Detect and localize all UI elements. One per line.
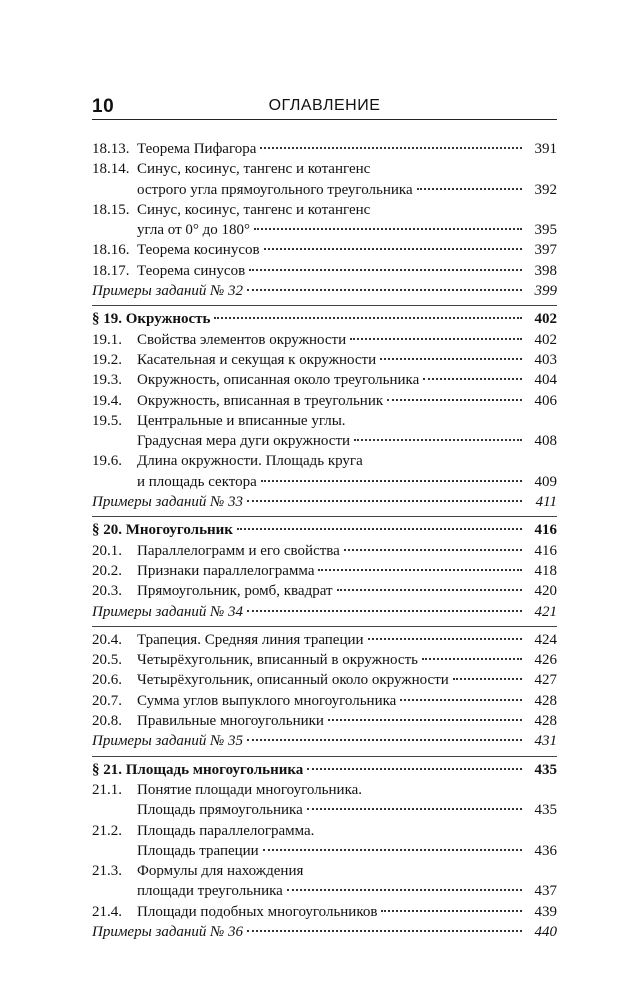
running-title: ОГЛАВЛЕНИЕ [268,97,381,114]
toc-entry-title: Касательная и секущая к окружности [137,351,377,368]
toc-entry[interactable] [92,780,557,821]
toc-entry-title: Сумма углов выпуклого многоугольника [137,692,397,709]
toc-page-number: 420 [534,583,557,600]
toc-section [92,136,557,306]
toc-entry-title: Трапеция. Средняя линия трапеции [137,631,364,648]
toc-page-number: 437 [534,883,557,900]
dot-leader [328,719,522,721]
toc-entry[interactable] [92,821,557,862]
toc-entry-title: Примеры заданий № 33 [92,494,243,511]
toc-entry-title: Окружность, описанная около треугольника [137,372,420,389]
dot-leader [247,610,522,612]
dot-leader [247,289,522,291]
toc-entry-number: 19.2. [92,351,122,368]
toc-entry-title: Примеры заданий № 36 [92,923,243,940]
dot-leader [307,768,522,770]
toc-page-number: 406 [534,392,557,409]
dot-leader [381,910,522,912]
toc-page-number: 408 [534,433,557,450]
toc-page-number: 398 [534,262,557,279]
toc-entry-number: 21.3. [92,863,122,880]
toc-examples-entry[interactable] [92,922,557,942]
toc-entry[interactable] [92,350,557,370]
toc-examples-entry[interactable] [92,731,557,751]
toc-entry-title: Площади подобных многоугольников [137,903,378,920]
toc-page-number: 391 [534,141,557,157]
toc-entry-number: 18.17. [92,262,130,279]
toc-entry-number: 18.16. [92,242,130,259]
toc-entry[interactable] [92,670,557,690]
toc-entry-title: угла от 0° до 180° [137,222,251,239]
dot-leader [237,528,522,530]
toc-section [92,627,557,757]
dot-leader [260,147,522,149]
dot-leader [287,889,522,891]
toc-entry-title: § 20. Многоугольник [92,522,233,539]
toc-entry[interactable] [92,581,557,601]
toc-entry[interactable] [92,391,557,411]
dot-leader [344,549,522,551]
dot-leader [387,399,522,401]
toc-entry-number: 20.2. [92,562,122,579]
toc-entry-number: 18.15. [92,201,130,218]
toc-entry-title: Свойства элементов окружности [137,331,347,348]
toc-entry[interactable] [92,861,557,902]
toc-entry-title: Понятие площади многоугольника. [137,781,363,798]
toc-entry-number: 21.1. [92,781,122,798]
toc-entry-title: Теорема синусов [137,262,246,279]
dot-leader [247,500,522,502]
toc-chapter-heading[interactable] [92,309,557,329]
toc-page-number: 428 [534,692,557,709]
toc-entry[interactable] [92,411,557,452]
toc-entry-title: Синус, косинус, тангенс и котангенс [137,161,371,178]
toc-entry-number: 19.4. [92,392,122,409]
toc-section [92,517,557,626]
dot-leader [354,439,522,441]
dot-leader [318,569,522,571]
toc-section [92,306,557,517]
toc-page-number: 416 [534,522,557,539]
dot-leader [263,849,522,851]
toc-entry[interactable] [92,159,557,200]
toc-page-number: 427 [534,672,557,689]
toc-entry-title: Площадь параллелограмма. [137,822,315,839]
page-header [92,95,557,120]
toc-entry[interactable] [92,240,557,260]
dot-leader [368,638,522,640]
toc-entry[interactable] [92,541,557,561]
toc-entry-title: Синус, косинус, тангенс и котангенс [137,201,371,218]
toc-page-number: 399 [534,283,557,300]
toc-entry-title: Окружность, вписанная в треугольник [137,392,384,409]
toc-page-number: 428 [534,713,557,730]
toc-page-number: 404 [534,372,557,389]
toc-entry[interactable] [92,200,557,241]
toc-entry-title: Примеры заданий № 35 [92,733,243,750]
toc-entry-title: Площадь прямоугольника [137,802,303,819]
toc-entry-number: 20.8. [92,713,122,730]
toc-examples-entry[interactable] [92,281,557,301]
table-of-contents [92,136,557,946]
toc-entry-title: Длина окружности. Площадь круга [137,453,363,470]
toc-entry-title: Четырёхугольник, вписанный в окружность [137,652,418,669]
toc-page-number: 435 [534,802,557,819]
toc-entry[interactable] [92,630,557,650]
toc-entry-number: 20.4. [92,631,122,648]
toc-entry-number: 20.7. [92,692,122,709]
dot-leader [247,930,522,932]
toc-page-number: 409 [534,473,557,490]
toc-chapter-heading[interactable] [92,760,557,780]
toc-examples-entry[interactable] [92,602,557,622]
toc-entry-title: Площадь трапеции [137,842,259,859]
toc-page-number: 440 [534,923,557,940]
toc-entry-title: § 21. Площадь многоугольника [92,761,304,778]
dot-leader [453,678,522,680]
toc-entry[interactable] [92,139,557,159]
dot-leader [423,378,522,380]
toc-entry[interactable] [92,902,557,922]
toc-entry[interactable] [92,330,557,350]
toc-entry-title: острого угла прямоугольного треугольника [137,181,413,198]
toc-entry-number: 18.13. [92,141,130,157]
toc-entry-title: и площадь сектора [137,473,257,490]
toc-entry[interactable] [92,711,557,731]
toc-entry-number: 21.4. [92,903,122,920]
toc-page-number: 403 [534,351,557,368]
toc-entry-title: Четырёхугольник, описанный около окружности [137,672,449,689]
toc-chapter-heading[interactable] [92,520,557,540]
toc-page-number: 418 [534,562,557,579]
toc-entry[interactable] [92,691,557,711]
dot-leader [380,358,522,360]
toc-entry-number: 20.1. [92,542,122,559]
dot-leader [247,739,522,741]
toc-entry-number: 19.3. [92,372,122,389]
toc-entry-number: 18.14. [92,161,130,178]
toc-page-number: 411 [535,494,557,511]
toc-page-number: 426 [534,652,557,669]
dot-leader [254,228,522,230]
page-number: 10 [92,96,115,117]
dot-leader [249,269,522,271]
toc-entry[interactable] [92,370,557,390]
toc-entry-title: Примеры заданий № 32 [92,283,243,300]
toc-entry-title: Параллелограмм и его свойства [137,542,340,559]
toc-entry-title: § 19. Окружность [92,311,211,328]
toc-entry-title: Теорема Пифагора [137,141,257,157]
toc-page-number: 395 [534,222,557,239]
toc-entry-title: Правильные многоугольники [137,713,324,730]
toc-entry-title: площади треугольника [137,883,283,900]
toc-entry-number: 19.6. [92,453,122,470]
dot-leader [400,699,522,701]
dot-leader [214,317,522,319]
toc-entry[interactable] [92,261,557,281]
toc-page-number: 435 [534,761,557,778]
toc-entry-title: Примеры заданий № 34 [92,603,243,620]
toc-page-number: 402 [534,331,557,348]
toc-page-number: 397 [534,242,557,259]
toc-entry-number: 20.5. [92,652,122,669]
dot-leader [350,338,522,340]
toc-entry-number: 20.3. [92,583,122,600]
dot-leader [422,658,522,660]
toc-entry[interactable] [92,561,557,581]
dot-leader [337,589,522,591]
toc-entry-number: 21.2. [92,822,122,839]
toc-page-number: 424 [534,631,557,648]
toc-entry[interactable] [92,650,557,670]
dot-leader [264,248,522,250]
dot-leader [261,480,522,482]
toc-entry-title: Теорема косинусов [137,242,260,259]
toc-entry[interactable] [92,451,557,492]
dot-leader [417,188,522,190]
toc-entry-title: Прямоугольник, ромб, квадрат [137,583,333,600]
toc-entry-title: Формулы для нахождения [137,863,304,880]
toc-page-number: 436 [534,842,557,859]
toc-entry-number: 19.5. [92,412,122,429]
toc-page-number: 431 [534,733,557,750]
toc-examples-entry[interactable] [92,492,557,512]
toc-page-number: 402 [534,311,557,328]
toc-page-number: 416 [534,542,557,559]
toc-entry-title: Признаки параллелограмма [137,562,315,579]
toc-entry-title: Градусная мера дуги окружности [137,433,351,450]
toc-page-number: 392 [534,181,557,198]
toc-entry-number: 19.1. [92,331,122,348]
toc-section [92,757,557,947]
toc-page-number: 421 [534,603,557,620]
toc-entry-number: 20.6. [92,672,122,689]
toc-entry-title: Центральные и вписанные углы. [137,412,346,429]
toc-page-number: 439 [534,903,557,920]
dot-leader [307,808,522,810]
